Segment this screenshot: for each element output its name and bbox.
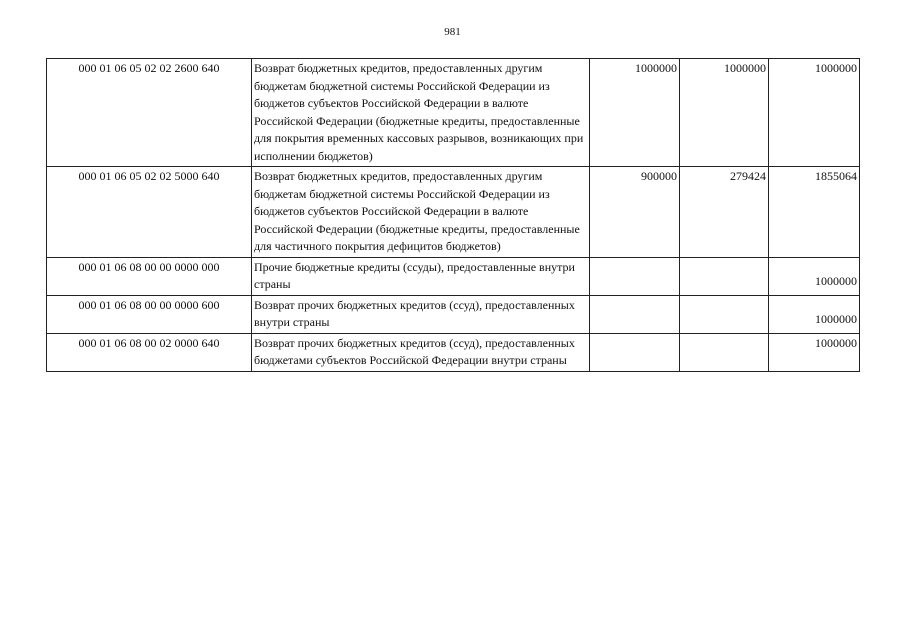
value-cell-1: [590, 257, 680, 295]
value-cell-2: 279424: [680, 167, 769, 258]
description-cell: Прочие бюджетные кредиты (ссуды), предоставленные внутри страны: [252, 257, 590, 295]
budget-code-cell: 000 01 06 05 02 02 5000 640: [47, 167, 252, 258]
table-row: [47, 167, 860, 258]
table-row: [47, 257, 860, 295]
description-cell: Возврат прочих бюджетных кредитов (ссуд), предоставленных бюджетами субъектов Российской Федерации внутри страны: [252, 333, 590, 371]
value-cell-3: 1000000: [769, 333, 860, 371]
value-cell-2: [680, 257, 769, 295]
description-cell: [252, 59, 590, 167]
value-cell-1: 1000000: [590, 59, 680, 167]
value-cell-3: 1000000: [769, 257, 860, 295]
budget-code-cell: 000 01 06 08 00 00 0000 000: [47, 257, 252, 295]
budget-code-cell: 000 01 06 08 00 00 0000 600: [47, 295, 252, 333]
value-cell-3: 1000000: [769, 59, 860, 167]
budget-code-cell: 000 01 06 05 02 02 2600 640: [47, 59, 252, 167]
description-cell: Возврат прочих бюджетных кредитов (ссуд), предоставленных внутри страны: [252, 295, 590, 333]
value-cell-1: [590, 295, 680, 333]
table-row: [47, 295, 860, 333]
page-number: 981: [444, 26, 461, 38]
value-cell-1: 900000: [590, 167, 680, 258]
value-cell-1: [590, 333, 680, 371]
budget-table: [46, 58, 860, 372]
value-cell-2: [680, 333, 769, 371]
value-cell-2: [680, 295, 769, 333]
table-row: [47, 333, 860, 371]
value-cell-3: 1855064: [769, 167, 860, 258]
value-cell-2: 1000000: [680, 59, 769, 167]
budget-code-cell: 000 01 06 08 00 02 0000 640: [47, 333, 252, 371]
description-cell: Возврат бюджетных кредитов, предоставленных другим бюджетам бюджетной системы Российской Федерации из бюджетов субъектов Российской Федерации в валюте Российской Федерации (бюджетные кредиты, предоставленные для частичного покрытия дефицитов бюджетов): [252, 167, 590, 258]
table-row: [47, 59, 860, 167]
description-text: Возврат бюджетных кредитов, предоставленных другим бюджетам бюджетной системы Российской Федерации из бюджетов субъектов Российской Федерации в валюте Российской Федерации (бюджетные кредиты, предоставленные для покрытия временных кассовых разрывов, возникающих при исполнении бюджетов): [254, 61, 584, 163]
value-cell-3: 1000000: [769, 295, 860, 333]
